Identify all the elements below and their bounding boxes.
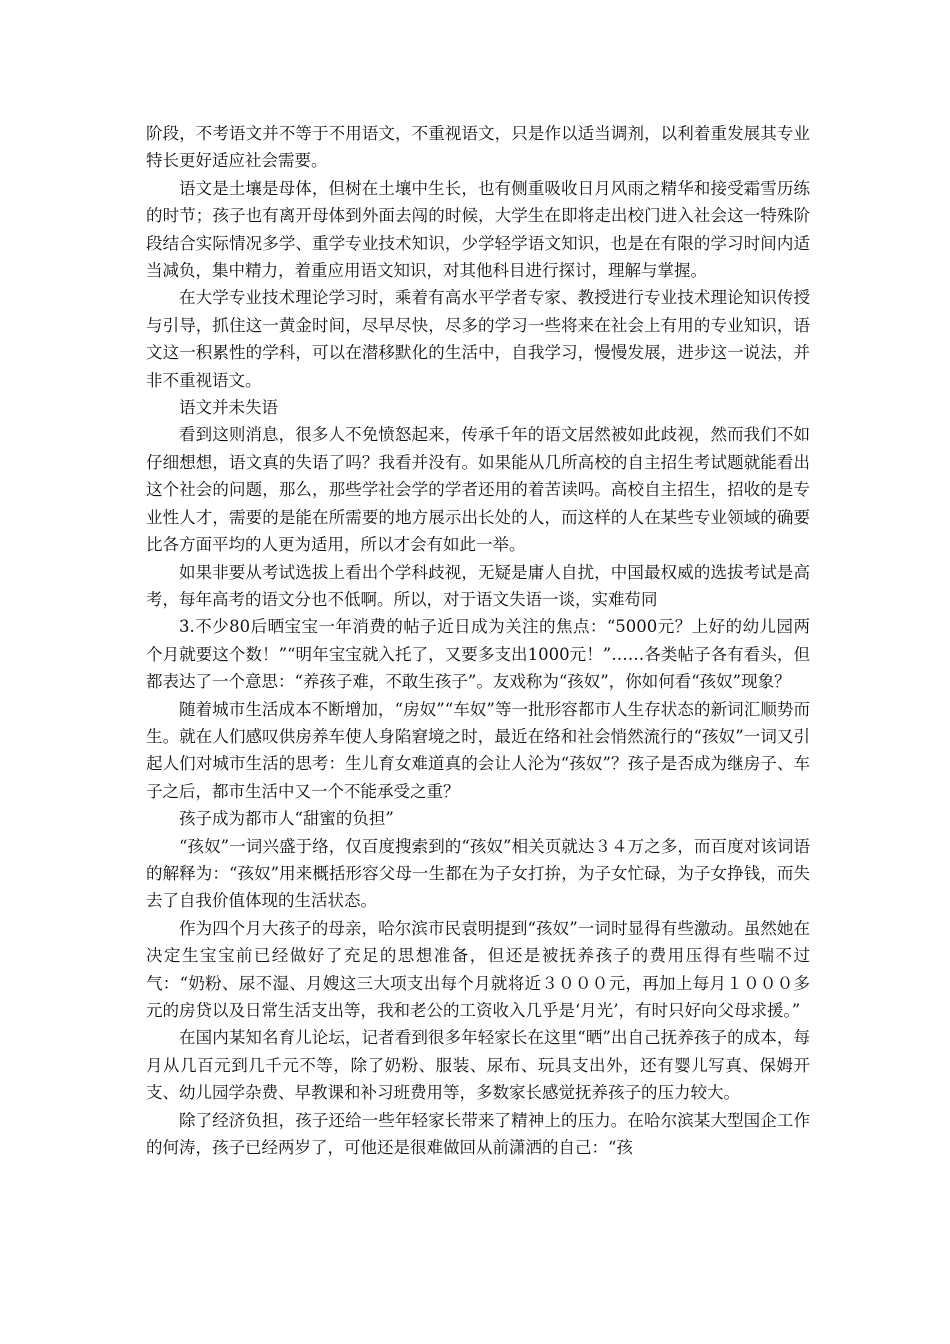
section-heading: 孩子成为都市人“甜蜜的负担”	[179, 809, 394, 829]
paragraph: 如果非要从考试选拔上看出个学科歧视，无疑是庸人自扰，中国最权威的选拔考试是高考，每年高考的语文分也不低啊。所以，对于语文失语一谈，实难苟同	[146, 562, 810, 609]
paragraph-continuation: 阶段，不考语文并不等于不用语文，不重视语文，只是作以适当调剂，以利着重发展其专业特长更好适应社会需要。	[146, 124, 810, 171]
paragraph: 在大学专业技术理论学习时，乘着有高水平学者专家、教授进行专业技术理论知识传授与引导，抓住这一黄金时间，尽早尽快，尽多的学习一些将来在社会上有用的专业知识，语文这一积累性的学科，可以在潜移默化的生活中，自我学习，慢慢发展，进步这一说法，并非不重视语文。	[146, 288, 810, 390]
document-body	[146, 120, 810, 1161]
paragraph: 语文是土壤是母体，但树在土壤中生长，也有侧重吸收日月风雨之精华和接受霜雪历练的时节；孩子也有离开母体到外面去闯的时候，大学生在即将走出校门进入社会这一特殊阶段结合实际情况多学、重学专业技术知识，少学轻学语文知识，也是在有限的学习时间内适当减负，集中精力，着重应用语文知识，对其他科目进行探讨，理解与掌握。	[146, 178, 810, 281]
paragraph: 随着城市生活成本不断增加，“房奴”“车奴”等一批形容都市人生存状态的新词汇顺势而生。就在人们感叹供房养车使人身陷窘境之时，最近在络和社会悄然流行的“孩奴”一词又引起人们对城市生活的思考：生儿育女难道真的会让人沦为“孩奴”？孩子是否成为继房子、车子之后，都市生活中又一个不能承受之重？	[146, 699, 810, 801]
section-heading: 语文并未失语	[179, 398, 278, 418]
paragraph: 看到这则消息，很多人不免愤怒起来，传承千年的语文居然被如此歧视，然而我们不如仔细想想，语文真的失语了吗？我看并没有。如果能从几所高校的自主招生考试题就能看出这个社会的问题，那么，那些学社会学的学者还用的着苦读吗。高校自主招生，招收的是专业性人才，需要的是能在所需要的地方展示出长处的人，而这样的人在某些专业领域的确要比各方面平均的人更为适用，所以才会有如此一举。	[146, 425, 810, 555]
paragraph: “孩奴”一词兴盛于络，仅百度搜索到的“孩奴”相关页就达３４万之多，而百度对该词语的解释为：“孩奴”用来概括形容父母一生都在为子女打拚，为子女忙碌，为子女挣钱，而失去了自我价值体现的生活状态。	[146, 836, 810, 911]
paragraph: 除了经济负担，孩子还给一些年轻家长带来了精神上的压力。在哈尔滨某大型国企工作的何涛，孩子已经两岁了，可他还是很难做回从前潇洒的自己：“孩	[146, 1110, 810, 1158]
question-paragraph: 3.不少80后晒宝宝一年消费的帖子近日成为关注的焦点：“5000元？上好的幼儿园两个月就要这个数！”“明年宝宝就入托了，又要多支出1000元！”……各类帖子各有看头，但都表达了一个意思：“养孩子难，不敢生孩子”。友戏称为“孩奴”，你如何看“孩奴”现象？	[146, 617, 810, 692]
paragraph: 作为四个月大孩子的母亲，哈尔滨市民袁明提到“孩奴”一词时显得有些激动。虽然她在决定生宝宝前已经做好了充足的思想准备，但还是被抚养孩子的费用压得有些喘不过气：“奶粉、尿不湿、月嫂这三大项支出每个月就将近３０００元，再加上每月１０００多元的房贷以及日常生活支出等，我和老公的工资收入几乎是‘月光’，有时只好向父母求援。”	[146, 918, 810, 1020]
paragraph: 在国内某知名育儿论坛，记者看到很多年轻家长在这里“晒”出自己抚养孩子的成本，每月从几百元到几千元不等，除了奶粉、服装、尿布、玩具支出外，还有婴儿写真、保姆开支、幼儿园学杂费、早教课和补习班费用等，多数家长感觉抚养孩子的压力较大。	[146, 1028, 810, 1103]
